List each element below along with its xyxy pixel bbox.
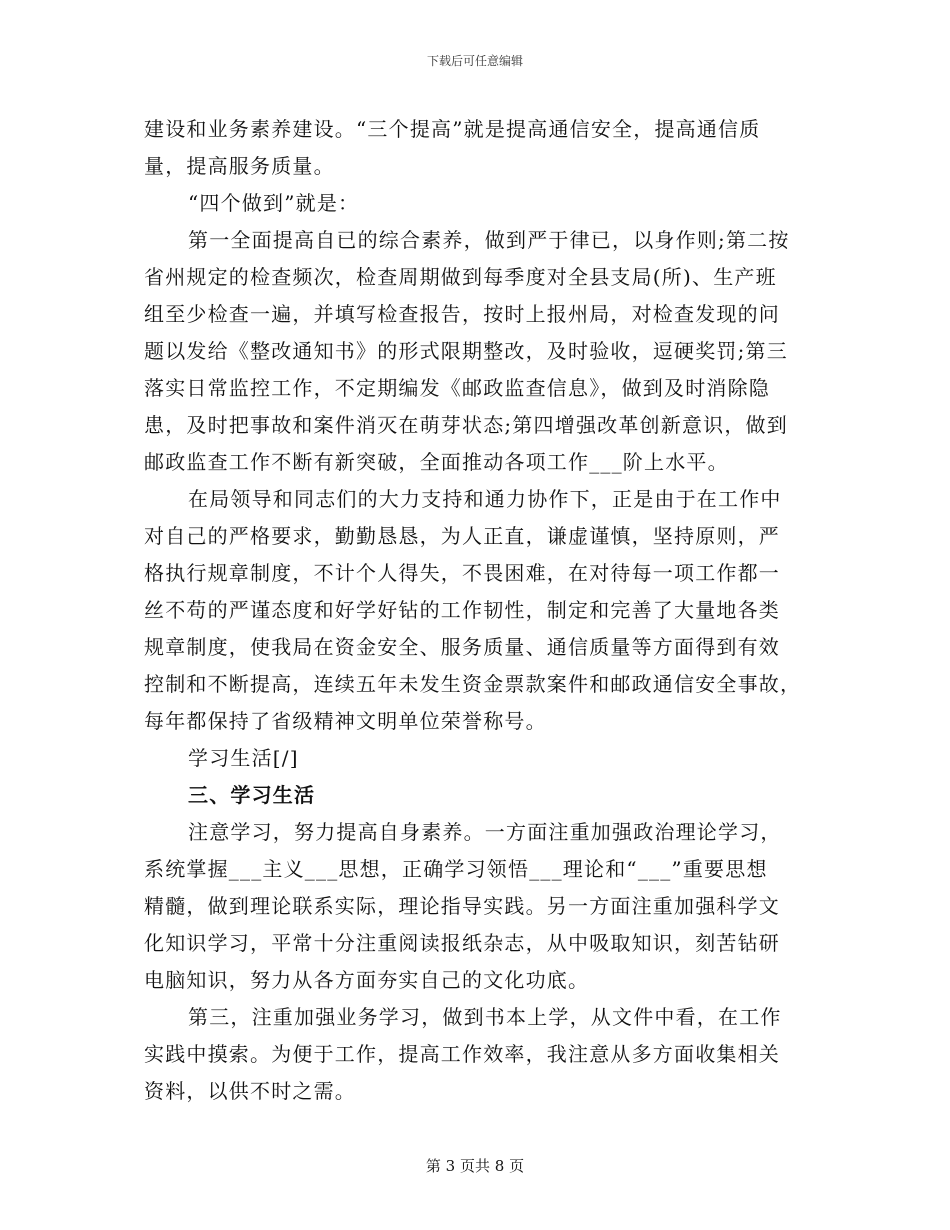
text-line: 患，及时把事故和案件消灭在萌芽状态;第四增强改革创新意识，做到 xyxy=(144,413,788,437)
text-line: 第三，注重加强业务学习，做到书本上学，从文件中看，在工作 xyxy=(188,1005,782,1029)
text-line: 注意学习，努力提高自身素养。一方面注重加强政治理论学习， xyxy=(188,820,782,844)
text-line: 控制和不断提高，连续五年未发生资金票款案件和邮政通信安全事故， xyxy=(144,672,802,696)
text-line: 落实日常监控工作，不定期编发《邮政监查信息》，做到及时消除隐 xyxy=(144,376,770,400)
text-line: 实践中摸索。为便于工作，提高工作效率，我注意从多方面收集相关 xyxy=(144,1042,780,1066)
section-heading: 三、学习生活 xyxy=(188,783,316,807)
text-line: 对自己的严格要求，勤勤恳恳，为人正直，谦虚谨慎，坚持原则，严 xyxy=(144,524,780,548)
text-line: 组至少检查一遍，并填写检查报告，按时上报州局，对检查发现的问 xyxy=(144,302,780,326)
text-line: 每年都保持了省级精神文明单位荣誉称号。 xyxy=(144,709,547,733)
page-header: 下载后可任意编辑 xyxy=(426,54,523,68)
text-line: 省州规定的检查频次，检查周期做到每季度对全县支局(所)、生产班 xyxy=(144,265,777,289)
text-line: 格执行规章制度，不计个人得失，不畏困难，在对待每一项工作都一 xyxy=(144,561,780,585)
text-line: “四个做到”就是： xyxy=(188,191,360,215)
text-line: 资料，以供不时之需。 xyxy=(144,1079,356,1103)
text-line: 学习生活[/] xyxy=(188,746,299,770)
text-line: 在局领导和同志们的大力支持和通力协作下，正是由于在工作中 xyxy=(188,487,782,511)
text-line: 系统掌握___主义___思想，正确学习领悟___理论和“___”重要思想 xyxy=(144,857,768,881)
text-line: 规章制度，使我局在资金安全、服务质量、通信质量等方面得到有效 xyxy=(144,635,780,659)
text-line: 量，提高服务质量。 xyxy=(144,154,335,178)
text-line: 题以发给《整改通知书》的形式限期整改，及时验收，逗硬奖罚;第三 xyxy=(144,339,788,363)
text-line: 电脑知识，努力从各方面夯实自己的文化功底。 xyxy=(144,968,590,992)
page-footer: 第 3 页共 8 页 xyxy=(425,1157,525,1175)
text-line: 建设和业务素养建设。“三个提高”就是提高通信安全，提高通信质 xyxy=(144,117,761,141)
text-line: 第一全面提高自已的综合素养，做到严于律已，以身作则;第二按 xyxy=(188,228,790,252)
text-line: 丝不苟的严谨态度和好学好钻的工作韧性，制定和完善了大量地各类 xyxy=(144,598,780,622)
text-line: 精髓，做到理论联系实际，理论指导实践。另一方面注重加强科学文 xyxy=(144,894,780,918)
text-line: 邮政监查工作不断有新突破，全面推动各项工作___阶上水平。 xyxy=(144,450,729,474)
text-line: 化知识学习，平常十分注重阅读报纸杂志，从中吸取知识，刻苦钻研 xyxy=(144,931,780,955)
